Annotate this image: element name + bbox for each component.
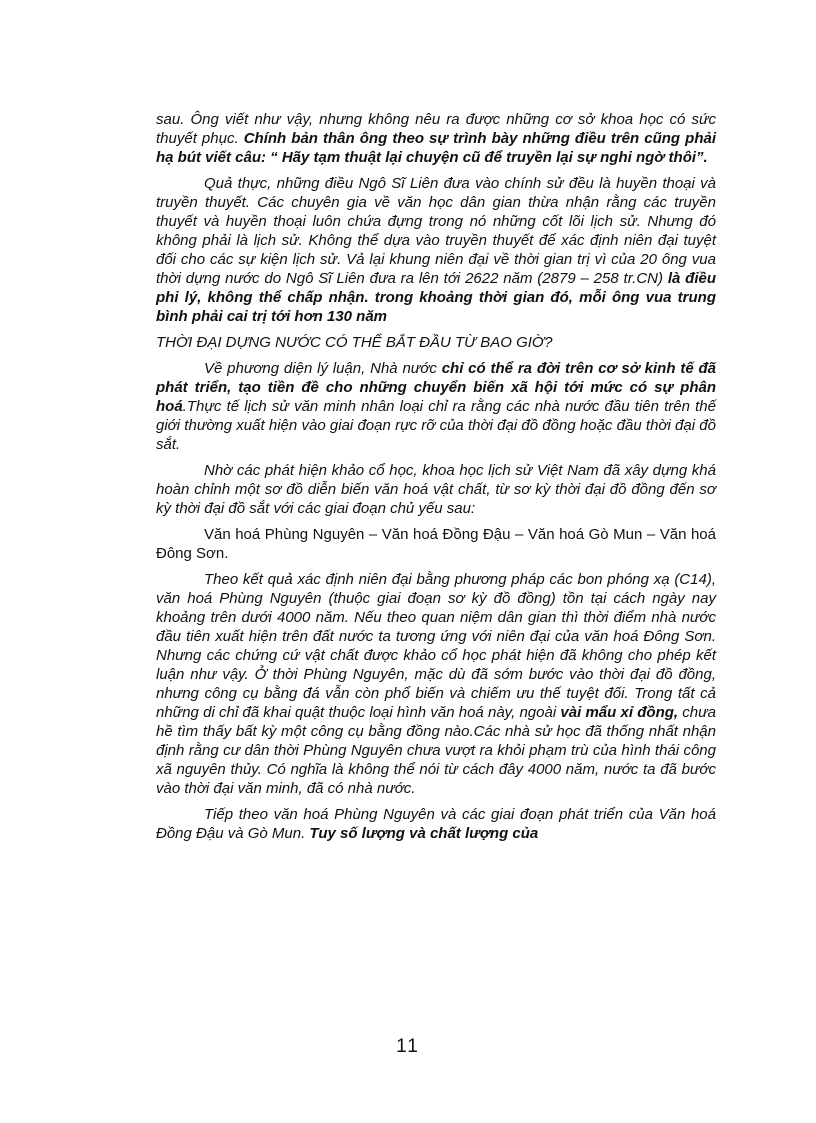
paragraph-6-text: Theo kết quả xác định niên đại bằng phương pháp các bon phóng xạ (C14), văn hoá Phùng Nguyên (thuộc giai đoạn sơ kỳ đồ đồng) tồn tại cách ngày nay khoảng trên dưới 4000 năm. Nếu theo quan niệm dân gian thì thời điểm nhà nước đầu tiên xuất hiện trên đất nước ta tương ứng với niên đại của văn hoá Đông Sơn. Nhưng các chứng cứ vật chất được khảo cổ học phát hiện đã không cho phép kết luận như vậy. Ở thời Phùng Nguyên, mặc dù đã sớm bước vào thời đại đồ đồng, nhưng công cụ bằng đá vẫn còn phổ biến và chiếm ưu thế tuyệt đối. Trong tất cả những di chỉ đã khai quật thuộc loại hình văn hoá này, ngoài xyxy=(156,571,716,721)
paragraph-7-bold: Tuy số lượng và chất lượng của xyxy=(309,825,539,842)
paragraph-4: Nhờ các phát hiện khảo cổ học, khoa học lịch sử Việt Nam đã xây dựng khá hoàn chỉnh một sơ đồ diễn biến văn hoá vật chất, từ sơ kỳ thời đại đồ đồng đến sơ kỳ thời đại đồ sắt với các giai đoạn chủ yếu sau: xyxy=(156,462,716,517)
paragraph-5: Văn hoá Phùng Nguyên – Văn hoá Đồng Đậu – Văn hoá Gò Mun – Văn hoá Đông Sơn. xyxy=(156,526,716,562)
paragraph-1-text: sau. Ông viết như vậy, nhưng không nêu ra được những cơ sở khoa học có sức thuyết phục. xyxy=(156,111,716,147)
paragraph-1 xyxy=(156,110,716,167)
paragraph-2-text: Quả thực, những điều Ngô Sĩ Liên đưa vào chính sử đều là huyền thoại và truyền thuyết. Các chuyên gia về văn học dân gian thừa nhận rằng các truyền thuyết và huyền thoại luôn chứa đựng trong nó những cốt lõi lịch sử. Nhưng đó không phải là lịch sử. Không thể dựa vào truyền thuyết để xác định niên đại tuyệt đối cho các sự kiện lịch sử. Vả lại khung niên đại về thời gian trị vì của 20 ông vua thời dựng nước do Ngô Sĩ Liên đưa ra lên tới 2622 năm (2879 – 258 tr.CN) xyxy=(156,175,716,287)
paragraph-2 xyxy=(156,174,716,326)
paragraph-1-bold: Chính bản thân ông theo sự trình bày những điều trên cũng phải hạ bút viết câu: “ Hãy tạm thuật lại chuyện cũ để truyền lại sự nghi ngờ thôi”. xyxy=(156,130,716,166)
paragraph-3-tail: .Thực tế lịch sử văn minh nhân loại chỉ ra rằng các nhà nước đầu tiên trên thế giới thường xuất hiện vào giai đoạn rực rỡ của thời đại đồ đồng hoặc đầu thời đại đồ sắt. xyxy=(156,398,716,453)
paragraph-7-text: Tiếp theo văn hoá Phùng Nguyên và các giai đoạn phát triển của Văn hoá Đồng Đậu và Gò Mun. xyxy=(156,806,716,842)
paragraph-6 xyxy=(156,570,716,798)
paragraph-6-bold: vài mẩu xỉ đồng, xyxy=(560,704,679,721)
body-text xyxy=(156,110,716,850)
paragraph-3 xyxy=(156,359,716,454)
paragraph-7 xyxy=(156,805,716,843)
paragraph-3-text: Về phương diện lý luận, Nhà nước xyxy=(204,360,442,377)
paragraph-2-bold: là điều phi lý, không thể chấp nhận. trong khoảng thời gian đó, mỗi ông vua trung bình phải cai trị tới hơn 130 năm xyxy=(156,270,716,325)
section-heading: THỜI ĐẠI DỰNG NƯỚC CÓ THỂ BẮT ĐẦU TỪ BAO GIỜ? xyxy=(156,334,553,351)
paragraph-3-bold: chỉ có thể ra đời trên cơ sở kinh tế đã phát triển, tạo tiền đề cho những chuyển biến xã hội tới mức có sự phân hoá xyxy=(156,360,716,415)
paragraph-6-tail: chưa hề tìm thấy bất kỳ một công cụ bằng đồng nào.Các nhà sử học đã thống nhất nhận định rằng cư dân thời Phùng Nguyên chưa vượt ra khỏi phạm trù của hình thái công xã nguyên thủy. Có nghĩa là không thể nói từ cách đây 4000 năm, nước ta đã bước vào thời đại văn minh, đã có nhà nước. xyxy=(156,704,716,797)
page-number: 11 xyxy=(396,1036,420,1057)
